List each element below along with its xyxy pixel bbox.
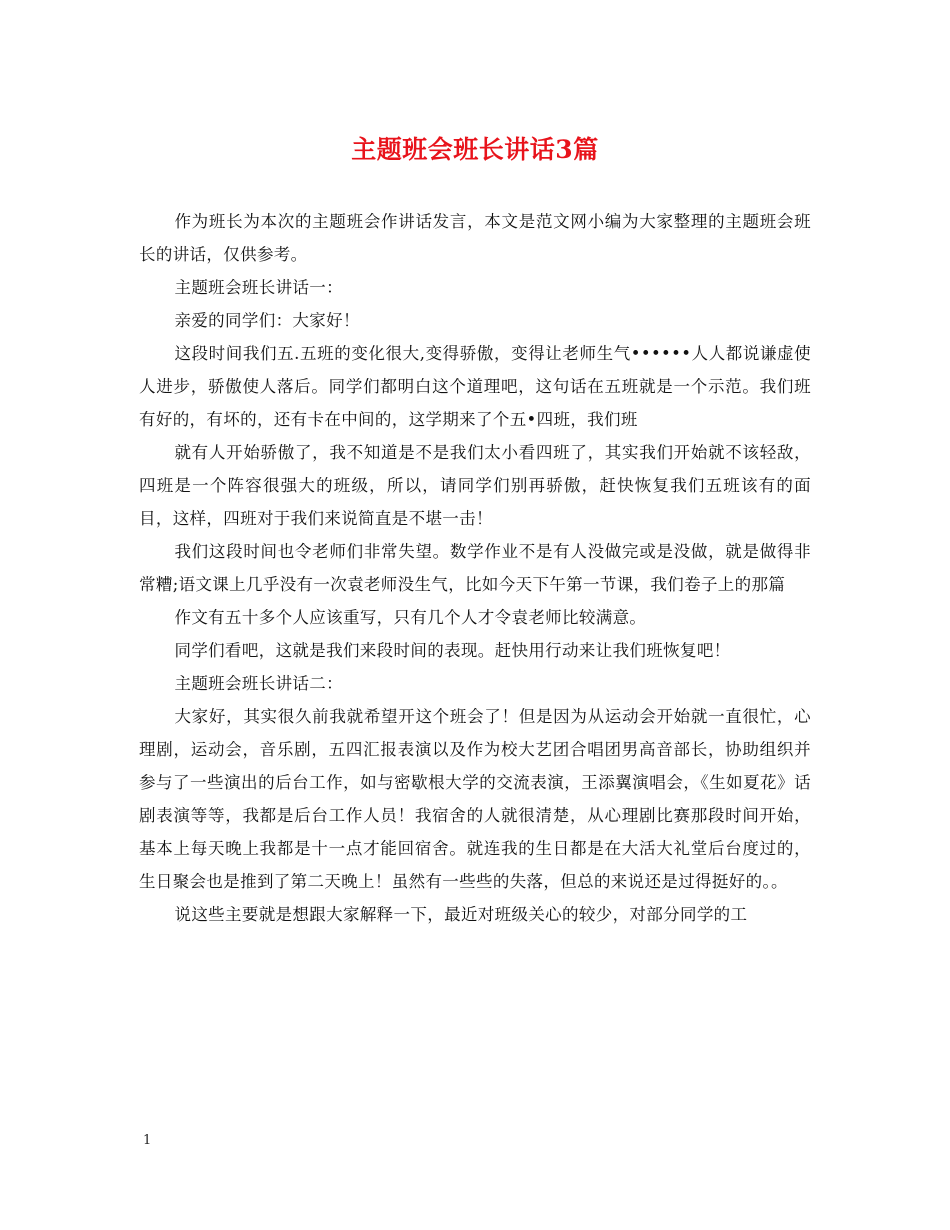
section-heading-one: 主题班会班长讲话一： (174, 278, 343, 297)
paragraph-four-class: 就有人开始骄傲了，我不知道是不是我们太小看四班了，其实我们开始就不该轻敌，四班是一个阵容很强大的班级，所以，请同学们别再骄傲，赶快恢复我们五班该有的面目，这样，四班对于我们来说简直是不堪一击！ (139, 443, 811, 528)
greeting-paragraph: 亲爱的同学们：大家好！ (174, 311, 360, 330)
paragraph-explanation: 说这些主要就是想跟大家解释一下，最近对班级关心的较少，对部分同学的工 (174, 905, 748, 924)
paragraph-teacher-disappointed: 我们这段时间也令老师们非常失望。数学作业不是有人没做完或是没做，就是做得非常糟;语文课上几乎没有一次袁老师没生气，比如今天下午第一节课，我们卷子上的那篇 (139, 542, 811, 594)
paragraph-busy-schedule: 大家好，其实很久前我就希望开这个班会了！但是因为从运动会开始就一直很忙，心理剧，运动会，音乐剧，五四汇报表演以及作为校大艺团合唱团男高音部长，协助组织并参与了一些演出的后台工作，如与密歇根大学的交流表演，王添翼演唱会，《生如夏花》话剧表演等等，我都是后台工作人员！我宿舍的人就很清楚，从心理剧比赛那段时间开始，基本上每天晚上我都是十一点才能回宿舍。就连我的生日都是在大活大礼堂后台度过的，生日聚会也是推到了第二天晚上！虽然有一些些的失落，但总的来说还是过得挺好的。。 (139, 707, 811, 891)
page-number: 1 (143, 1133, 152, 1148)
document-title: 主题班会班长讲话3篇 (351, 135, 599, 164)
paragraph-intro: 作为班长为本次的主题班会作讲话发言，本文是范文网小编为大家整理的主题班会班长的讲话，仅供参考。 (139, 212, 811, 264)
paragraph-call-to-action: 同学们看吧，这就是我们来段时间的表现。赶快用行动来让我们班恢复吧！ (174, 641, 731, 660)
paragraph-class-change: 这段时间我们五.五班的变化很大,变得骄傲，变得让老师生气••••••人人都说谦虚使人进步，骄傲使人落后。同学们都明白这个道理吧，这句话在五班就是一个示范。我们班有好的，有坏的，还有卡在中间的，这学期来了个五•四班，我们班 (139, 344, 811, 429)
section-heading-two: 主题班会班长讲话二： (174, 674, 343, 693)
document-body (139, 205, 811, 931)
paragraph-essay-rewrite: 作文有五十多个人应该重写，只有几个人才令袁老师比较满意。 (174, 608, 647, 627)
